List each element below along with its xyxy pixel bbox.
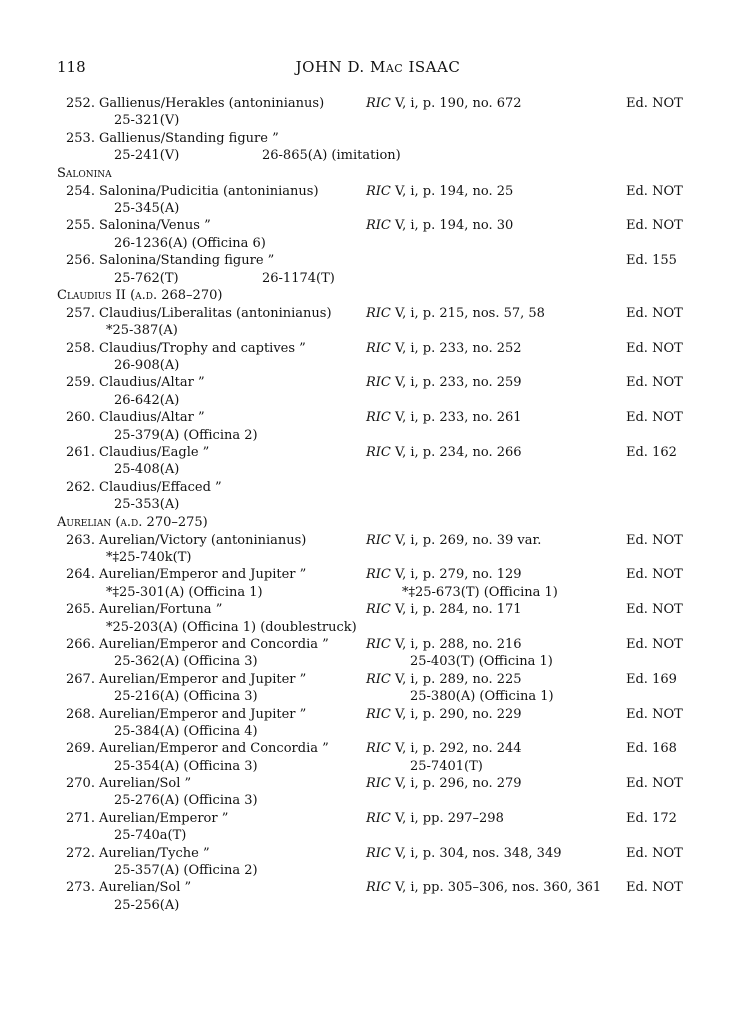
edition-reference: Ed. NOT (626, 602, 683, 618)
catalogue-entry (0, 775, 756, 810)
entry-number: 258. (66, 340, 95, 356)
entry-title: Aurelian/Victory (antoninianus) (99, 532, 307, 548)
catalogue-entry (0, 566, 756, 601)
ric-reference: RIC V, i, p. 288, no. 216 (366, 636, 522, 652)
specimen-number: 25-241(V) (114, 148, 180, 164)
specimen-number: 26-1236(A) (Officina 6) (114, 235, 266, 251)
edition-reference: Ed. NOT (626, 183, 683, 199)
ric-reference: RIC V, i, p. 292, no. 244 (366, 741, 522, 757)
edition-reference: Ed. NOT (626, 218, 683, 234)
specimen-number: 25-345(A) (114, 200, 180, 216)
edition-reference: Ed. NOT (626, 880, 683, 896)
entry-title: Aurelian/Emperor and Jupiter ” (99, 567, 307, 583)
specimen-number: 25-321(V) (114, 113, 180, 129)
catalogue-entry (0, 95, 756, 130)
entry-title: Claudius/Trophy and captives ” (99, 340, 306, 356)
entry-number: 260. (66, 410, 95, 426)
specimen-number-secondary: 25-380(A) (Officina 1) (410, 689, 554, 705)
entry-number: 254. (66, 183, 95, 199)
entry-title: Aurelian/Sol ” (99, 880, 192, 896)
entry-title: Aurelian/Emperor and Concordia ” (99, 741, 329, 757)
catalogue-entry (0, 252, 756, 287)
specimen-number: 25-357(A) (Officina 2) (114, 863, 258, 879)
ric-reference: RIC V, i, p. 194, no. 30 (366, 218, 514, 234)
edition-reference: Ed. 162 (626, 445, 677, 461)
ric-reference: RIC V, i, p. 194, no. 25 (366, 183, 514, 199)
catalogue-entry (0, 305, 756, 340)
ric-reference: RIC V, i, p. 279, no. 129 (366, 567, 522, 583)
specimen-number: 25-384(A) (Officina 4) (114, 723, 258, 739)
entry-number: 268. (66, 706, 95, 722)
entry-title: Aurelian/Emperor and Concordia ” (99, 636, 329, 652)
ric-reference: RIC V, i, p. 289, no. 225 (366, 671, 522, 687)
entry-number: 262. (66, 479, 95, 495)
specimen-number-secondary: 25-403(T) (Officina 1) (410, 654, 553, 670)
entry-title: Claudius/Eagle ” (99, 445, 210, 461)
catalogue-entry (0, 130, 756, 165)
entry-title: Aurelian/Emperor ” (99, 810, 229, 826)
entry-title: Aurelian/Fortuna ” (99, 602, 223, 618)
edition-reference: Ed. 155 (626, 253, 677, 269)
catalogue-entry (0, 217, 756, 252)
specimen-number: 25-379(A) (Officina 2) (114, 427, 258, 443)
catalogue-entry (0, 740, 756, 775)
catalogue-entry (0, 409, 756, 444)
page-header (0, 58, 756, 78)
coin-catalogue-list (0, 95, 756, 914)
edition-reference: Ed. NOT (626, 305, 683, 321)
edition-reference: Ed. 168 (626, 741, 677, 757)
specimen-number: 26-642(A) (114, 392, 180, 408)
entry-title: Claudius/Altar ” (99, 375, 205, 391)
entry-title: Salonina/Venus ” (99, 218, 211, 234)
specimen-number: 25-353(A) (114, 497, 180, 513)
ric-reference: RIC V, i, p. 269, no. 39 var. (366, 532, 542, 548)
edition-reference: Ed. NOT (626, 96, 683, 111)
entry-number: 267. (66, 671, 95, 687)
specimen-number: *25-203(A) (Officina 1) (doublestruck) (106, 619, 357, 635)
ric-reference: RIC V, i, p. 234, no. 266 (366, 445, 522, 461)
edition-reference: Ed. NOT (626, 706, 683, 722)
catalogue-entry (0, 671, 756, 706)
entry-number: 257. (66, 305, 95, 321)
edition-reference: Ed. NOT (626, 776, 683, 792)
section-heading: Salonina (57, 165, 112, 181)
catalogue-entry (0, 601, 756, 636)
catalogue-entry (0, 479, 756, 514)
entry-number: 263. (66, 532, 95, 548)
specimen-number-secondary: *‡25-673(T) (Officina 1) (402, 584, 558, 600)
edition-reference: Ed. 172 (626, 810, 677, 826)
entry-title: Claudius/Altar ” (99, 410, 205, 426)
entry-title: Aurelian/Sol ” (99, 776, 192, 792)
catalogue-entry (0, 374, 756, 409)
specimen-number: *‡25-301(A) (Officina 1) (106, 584, 263, 600)
entry-title: Claudius/Effaced ” (99, 479, 222, 495)
entry-title: Aurelian/Emperor and Jupiter ” (99, 671, 307, 687)
catalogue-entry (0, 810, 756, 845)
ric-reference: RIC V, i, p. 215, nos. 57, 58 (366, 305, 545, 321)
catalogue-entry (0, 444, 756, 479)
catalogue-entry (0, 845, 756, 880)
specimen-number: 26-908(A) (114, 358, 180, 374)
edition-reference: Ed. NOT (626, 532, 683, 548)
specimen-number-extra: 26-1174(T) (262, 270, 335, 286)
entry-title: Aurelian/Tyche ” (99, 845, 210, 861)
specimen-number-secondary: 25-7401(T) (410, 758, 483, 774)
ric-reference: RIC V, i, p. 233, no. 259 (366, 375, 522, 391)
entry-title: Aurelian/Emperor and Jupiter ” (99, 706, 307, 722)
ric-reference: RIC V, i, p. 233, no. 252 (366, 340, 522, 356)
ric-reference: RIC V, i, pp. 297–298 (366, 810, 504, 826)
ric-reference: RIC V, i, pp. 305–306, nos. 360, 361 (366, 880, 602, 896)
edition-reference: Ed. NOT (626, 845, 683, 861)
edition-reference: Ed. NOT (626, 636, 683, 652)
entry-number: 266. (66, 636, 95, 652)
entry-number: 255. (66, 218, 95, 234)
catalogue-entry (0, 183, 756, 218)
ric-reference: RIC V, i, p. 190, no. 672 (366, 96, 522, 111)
edition-reference: Ed. NOT (626, 340, 683, 356)
section-heading: Claudius II (a.d. 268–270) (57, 287, 223, 303)
specimen-number: 25-740a(T) (114, 828, 187, 844)
ric-reference: RIC V, i, p. 296, no. 279 (366, 776, 522, 792)
page-number: 118 (57, 58, 86, 76)
specimen-number-extra: 26-865(A) (imitation) (262, 148, 401, 164)
section-heading: Aurelian (a.d. 270–275) (57, 514, 208, 530)
specimen-number: 25-276(A) (Officina 3) (114, 793, 258, 809)
entry-number: 270. (66, 776, 95, 792)
specimen-number: 25-354(A) (Officina 3) (114, 758, 258, 774)
entry-title: Gallienus/Herakles (antoninianus) (99, 96, 325, 111)
entry-title: Claudius/Liberalitas (antoninianus) (99, 305, 332, 321)
entry-number: 272. (66, 845, 95, 861)
entry-number: 256. (66, 253, 95, 269)
entry-number: 252. (66, 96, 95, 111)
specimen-number: *‡25-740k(T) (106, 549, 192, 565)
specimen-number: *25-387(A) (106, 323, 178, 339)
catalogue-entry (0, 340, 756, 375)
entry-number: 264. (66, 567, 95, 583)
catalogue-entry (0, 879, 756, 914)
edition-reference: Ed. NOT (626, 567, 683, 583)
entry-number: 253. (66, 130, 95, 146)
catalogue-entry (0, 636, 756, 671)
entry-number: 273. (66, 880, 95, 896)
ric-reference: RIC V, i, p. 284, no. 171 (366, 602, 522, 618)
ric-reference: RIC V, i, p. 304, nos. 348, 349 (366, 845, 562, 861)
ric-reference: RIC V, i, p. 290, no. 229 (366, 706, 522, 722)
entry-title: Salonina/Standing figure ” (99, 253, 275, 269)
entry-number: 269. (66, 741, 95, 757)
entry-title: Gallienus/Standing figure ” (99, 130, 279, 146)
entry-number: 259. (66, 375, 95, 391)
specimen-number: 25-256(A) (114, 897, 180, 913)
specimen-number: 25-216(A) (Officina 3) (114, 689, 258, 705)
entry-number: 265. (66, 602, 95, 618)
catalogue-entry (0, 706, 756, 741)
ric-reference: RIC V, i, p. 233, no. 261 (366, 410, 522, 426)
edition-reference: Ed. 169 (626, 671, 677, 687)
specimen-number: 25-762(T) (114, 270, 179, 286)
entry-title: Salonina/Pudicitia (antoninianus) (99, 183, 319, 199)
entry-number: 271. (66, 810, 95, 826)
catalogue-entry (0, 532, 756, 567)
running-head: JOHN D. Mac ISAAC (295, 58, 461, 76)
edition-reference: Ed. NOT (626, 410, 683, 426)
edition-reference: Ed. NOT (626, 375, 683, 391)
specimen-number: 25-408(A) (114, 462, 180, 478)
specimen-number: 25-362(A) (Officina 3) (114, 654, 258, 670)
entry-number: 261. (66, 445, 95, 461)
